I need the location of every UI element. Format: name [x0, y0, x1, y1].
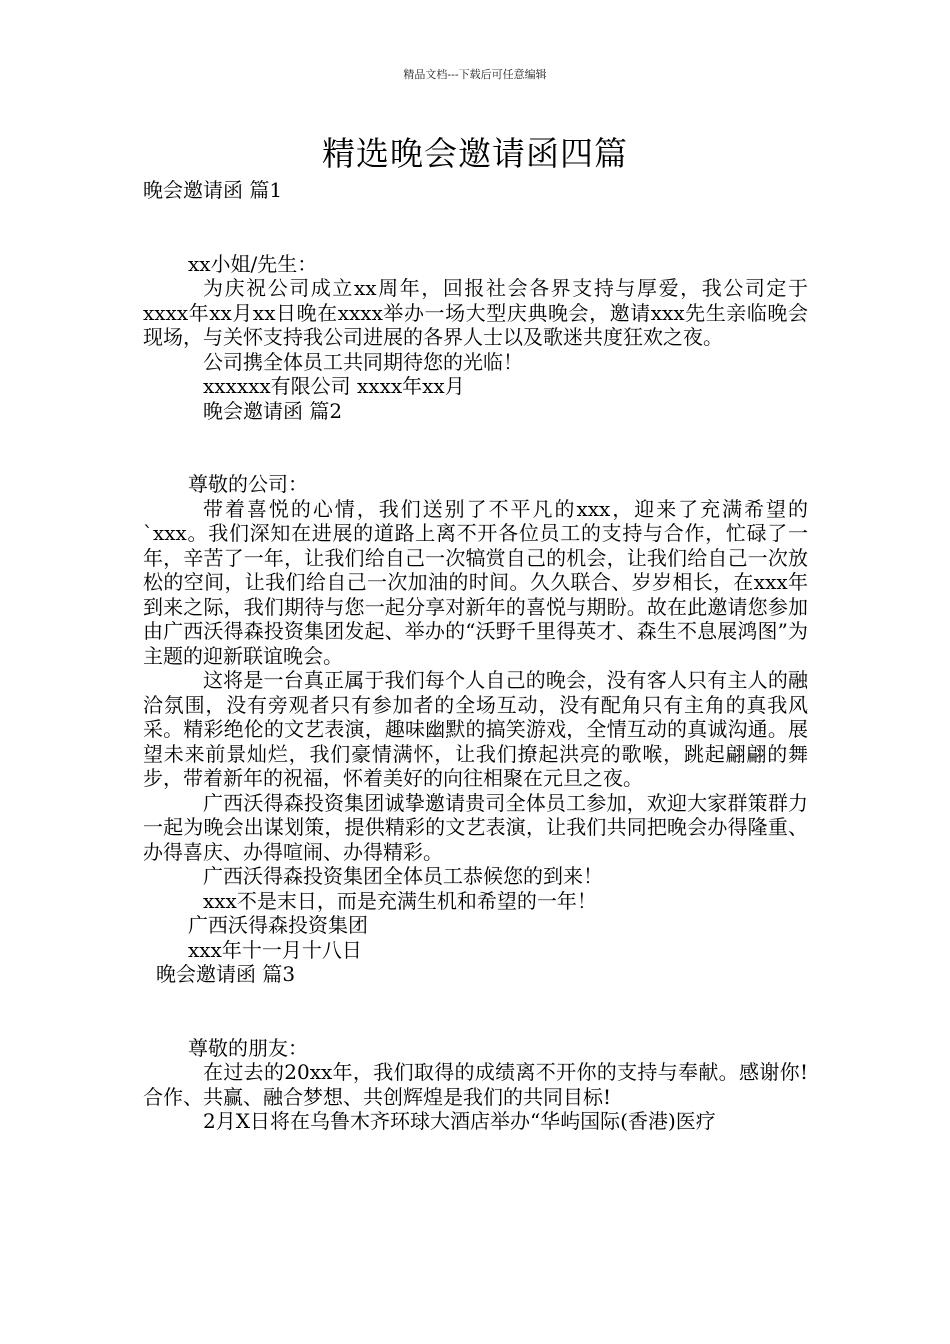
- letter2-salutation: 尊敬的公司：: [188, 472, 308, 496]
- letter3-paragraph-2: 2月X日将在乌鲁木齐环球大酒店举办“华屿国际(香港)医疗: [203, 1109, 716, 1133]
- letter2-paragraph-1: 带着喜悦的心情，我们送别了不平凡的xxx，迎来了充满希望的`xxx。我们深知在进展的道路上离不开各位员工的支持与合作，忙碌了一年，辛苦了一年，让我们给自己一次犒赏自己的机会，让我们给自己一次放松的空间，让我们给自己一次加油的时间。久久联合、岁岁相长，在xxx年到来之际，我们期待与您一起分享对新年的喜悦与期盼。故在此邀请您参加由广西沃得森投资集团发起、举办的“沃野千里得英才、森生不息展鸿图”为主题的迎新联谊晚会。: [143, 496, 808, 668]
- letter2-signature-org: 广西沃得森投资集团: [188, 913, 368, 937]
- letter2-signature-date: xxx年十一月十八日: [188, 937, 362, 962]
- letter1-salutation: xx小姐/先生：: [188, 251, 318, 276]
- letter2-hope-line: xxx不是末日，而是充满生机和希望的一年！: [203, 888, 597, 913]
- letter3-paragraph-1: 在过去的20xx年，我们取得的成绩离不开你的支持与奉献。感谢你!合作、共赢、融合梦想、共创辉煌是我们的共同目标!: [143, 1060, 808, 1109]
- letter2-paragraph-3: 广西沃得森投资集团诚挚邀请贵司全体员工参加，欢迎大家群策群力一起为晚会出谋划策，提供精彩的文艺表演，让我们共同把晚会办得隆重、办得喜庆、办得喧闹、办得精彩。: [143, 790, 808, 864]
- letter1-body: 为庆祝公司成立xx周年，回报社会各界支持与厚爱，我公司定于xxxx年xx月xx日晚在xxxx举办一场大型庆典晚会，邀请xxx先生亲临晚会现场，与关怀支持我公司进展的各界人士以及歌迷共度狂欢之夜。: [143, 276, 808, 349]
- document-title: 精选晚会邀请函四篇: [322, 134, 628, 173]
- letter2-heading: 晚会邀请函 篇2: [203, 398, 343, 423]
- document-body: [143, 178, 808, 1134]
- page-header-note: 精品文档---下载后可任意编辑: [403, 68, 547, 81]
- letter1-closing: 公司携全体员工共同期待您的光临！: [203, 349, 523, 374]
- letter3-salutation: 尊敬的朋友：: [188, 1035, 308, 1060]
- letter2-welcome-line: 广西沃得森投资集团全体员工恭候您的到来！: [203, 864, 603, 888]
- letter2-paragraph-2: 这将是一台真正属于我们每个人自己的晚会，没有客人只有主人的融洽氛围，没有旁观者只有参加者的全场互动，没有配角只有主角的真我风采。精彩绝伦的文艺表演，趣味幽默的搞笑游戏，全情互动的真诚沟通。展望未来前景灿烂，我们豪情满怀，让我们撩起洪亮的歌喉，跳起翩翩的舞步，带着新年的祝福，怀着美好的向往相聚在元旦之夜。: [143, 668, 808, 790]
- letter1-heading: 晚会邀请函 篇1: [143, 178, 283, 202]
- letter1-signature: xxxxxx有限公司 xxxx年xx月: [203, 374, 465, 398]
- letter3-heading: 晚会邀请函 篇3: [156, 962, 296, 986]
